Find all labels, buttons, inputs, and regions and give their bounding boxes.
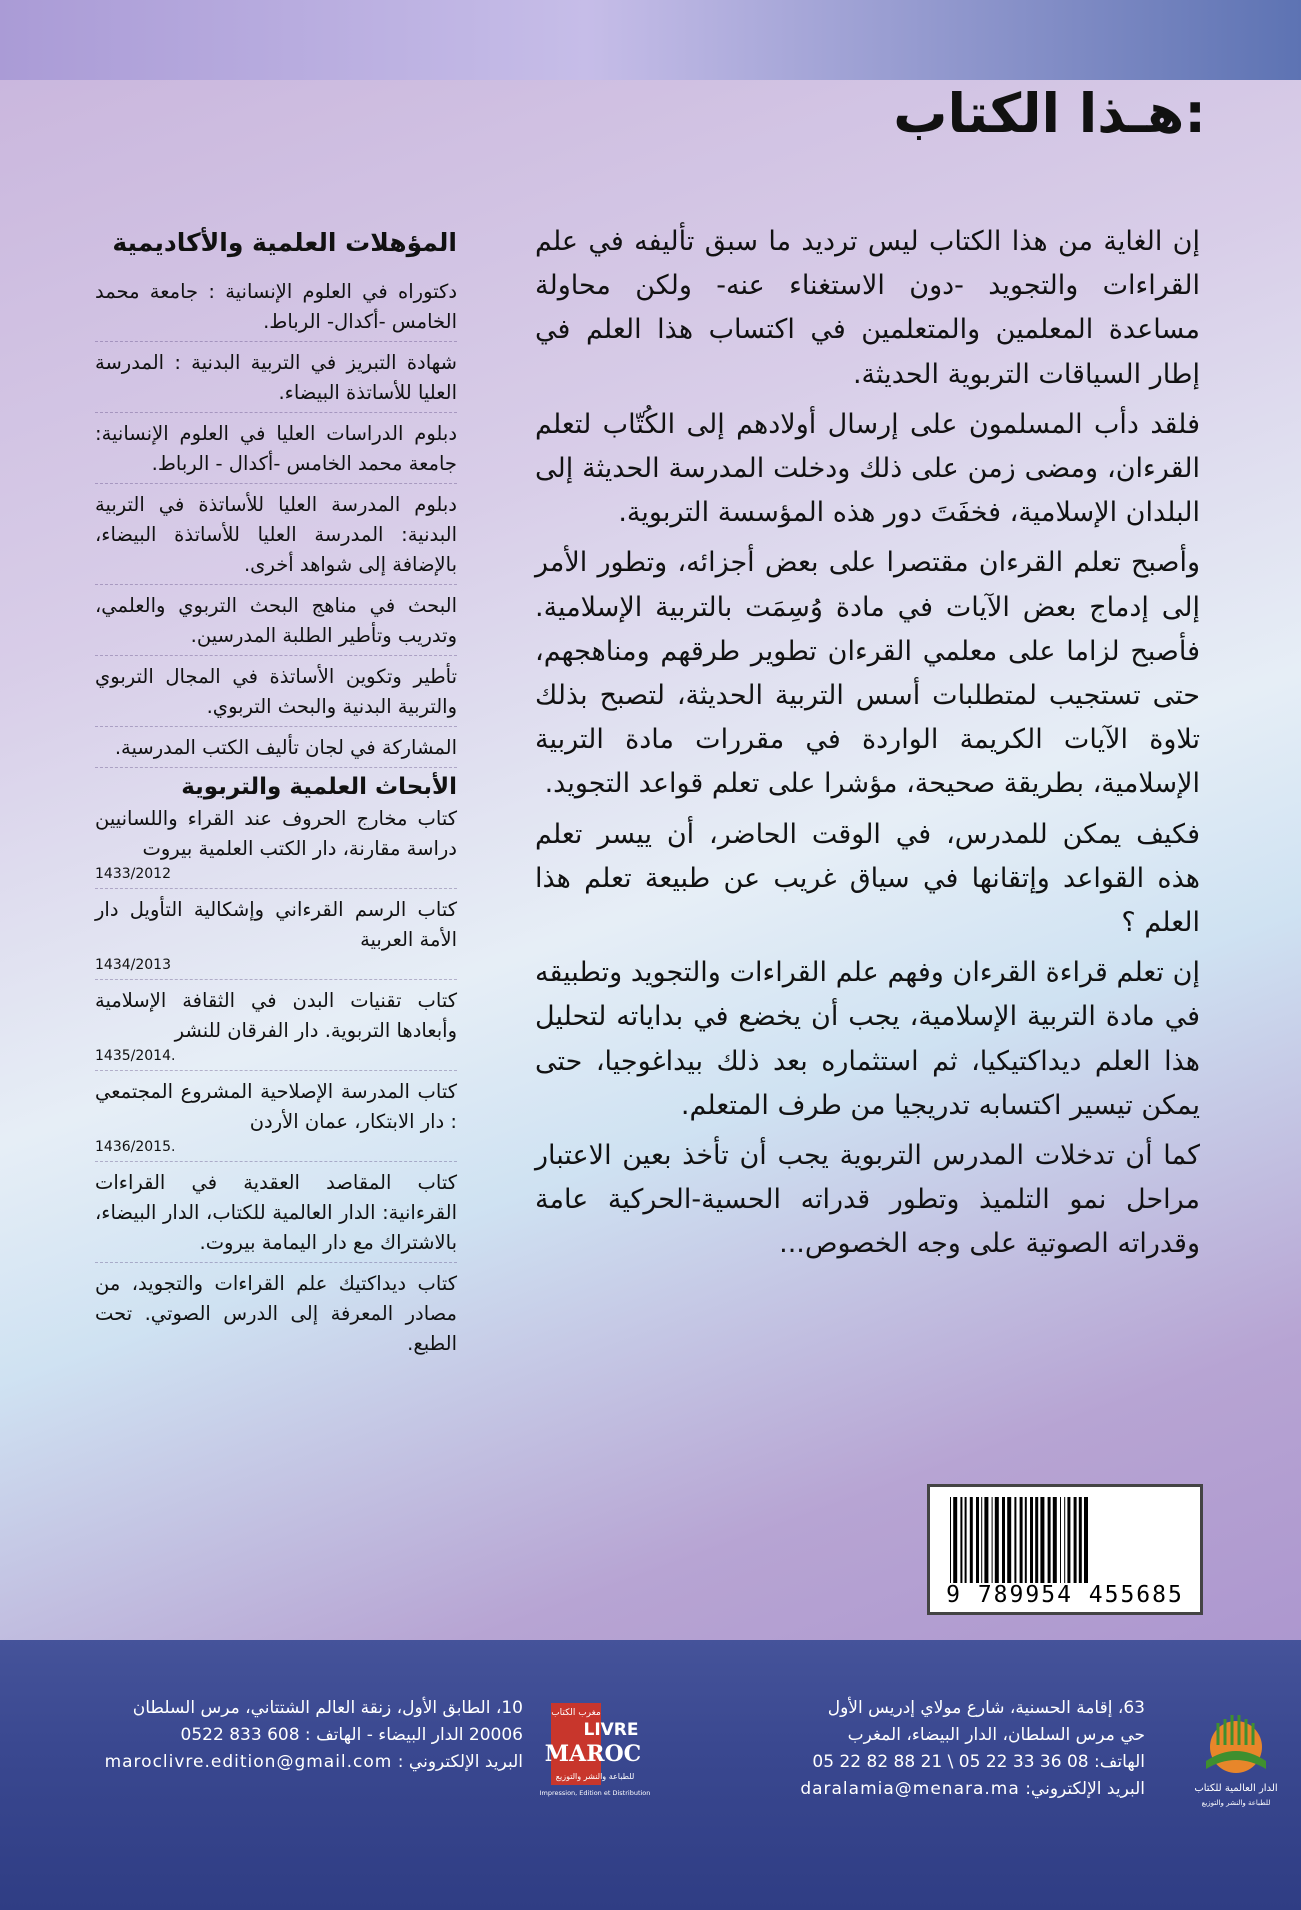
book-year: 1433/2012 xyxy=(95,866,171,882)
svg-text:للطباعة والنشر والتوزيع: للطباعة والنشر والتوزيع xyxy=(555,1772,635,1781)
barcode-bar xyxy=(1053,1497,1057,1583)
qualification-item: المشاركة في لجان تأليف الكتب المدرسية. xyxy=(95,733,457,768)
research-heading: الأبحاث العلمية والتربوية xyxy=(181,774,457,800)
barcode-bar xyxy=(984,1497,988,1583)
book-title: كتاب المدرسة الإصلاحية المشروع المجتمعي : دار الابتكار، عمان الأردن xyxy=(95,1080,457,1133)
phone-line: الهاتف: 08 36 33 22 05 \ 21 88 82 22 05 xyxy=(812,1752,1145,1772)
barcode-bar xyxy=(1079,1497,1082,1583)
barcode-bar xyxy=(1030,1497,1033,1583)
barcode-bar xyxy=(960,1497,962,1583)
qualifications-heading: المؤهلات العلمية والأكاديمية xyxy=(112,228,457,257)
qualification-item: البحث في مناهج البحث التربوي والعلمي، وتدريب وتأطير الطلبة المدرسين. xyxy=(95,591,457,656)
barcode-bar xyxy=(995,1497,999,1583)
barcode-bar xyxy=(1035,1497,1038,1583)
qualification-item: تأطير وتكوين الأساتذة في المجال التربوي والتربية البدنية والبحث التربوي. xyxy=(95,662,457,727)
email-label: البريد الإلكتروني : xyxy=(397,1752,523,1772)
barcode-bar xyxy=(1040,1497,1044,1583)
description-paragraph: وأصبح تعلم القرءان مقتصرا على بعض أجزائه، وتطور الأمر إلى إدماج بعض الآيات في مادة وُسِمَت بالتربية الإسلامية. فأصبح لزاما على معلمي القرءان تطوير طرقهم ومناهجهم، حتى تستجيب لمتطلبات أسس التربية الحديثة، لتصبح بذلك تلاوة الآيات الكريمة الواردة في مقررات مادة التربية الإسلامية، بطريقة صحيحة، مؤشرا على تعلم قواعد التجويد. xyxy=(535,547,1200,800)
publisher-right-address xyxy=(685,1695,1145,1803)
description-paragraph: فكيف يمكن للمدرس، في الوقت الحاضر، أن ييسر تعلم هذه القواعد وإتقانها في سياق غريب عن طبيعة تعلم هذا العلم ؟ xyxy=(535,818,1200,939)
email-label: البريد الإلكتروني: xyxy=(1025,1779,1145,1799)
barcode-bar xyxy=(965,1497,967,1583)
description-paragraph: إن الغاية من هذا الكتاب ليس ترديد ما سبق تأليفه في علم القراءات والتجويد -دون الاستغناء عنه- ولكن محاولة مساعدة المعلمين والمتعلمين في اكتساب هذا العلم في إطار السياقات التربوية الحديثة. xyxy=(535,226,1200,390)
svg-text:مغرب الكتاب: مغرب الكتاب xyxy=(551,1708,601,1718)
book-title: كتاب مخارج الحروف عند القراء واللسانيين دراسة مقارنة، دار الكتب العلمية بيروت xyxy=(95,807,457,860)
description-paragraph: كما أن تدخلات المدرس التربوية يجب أن تأخذ بعين الاعتبار مراحل نمو التلميذ وتطور قدراته الحسية-الحركية عامة وقدراته الصوتية على وجه الخصوص... xyxy=(535,1140,1200,1260)
svg-text:LIVRE: LIVRE xyxy=(583,1720,639,1740)
barcode-bar xyxy=(970,1497,973,1583)
barcode-bar xyxy=(976,1497,979,1583)
address-line: 10، الطابق الأول، زنقة العالم الشتتاني، مرس السلطان xyxy=(132,1698,523,1718)
barcode-bar xyxy=(1025,1497,1027,1583)
description-paragraph: فلقد دأب المسلمون على إرسال أولادهم إلى الكُتّاب لتعلم القرءان، ومضى زمن على ذلك ودخلت المدرسة الحديثة إلى البلدان الإسلامية، فخفَتَ دور هذه المؤسسة التربوية. xyxy=(535,408,1200,529)
phone-line: 20006 الدار البيضاء - الهاتف : 608 833 0522 xyxy=(180,1725,523,1745)
book-item xyxy=(95,895,457,980)
svg-text:Impression, Edition et Distrib: Impression, Edition et Distribution xyxy=(539,1789,651,1797)
dar-alamia-logo xyxy=(1192,1705,1280,1817)
svg-text:للطباعة والنشر والتوزيع: للطباعة والنشر والتوزيع xyxy=(1201,1799,1271,1807)
qualification-item: شهادة التبريز في التربية البدنية : المدرسة العليا للأساتذة البيضاء. xyxy=(95,348,457,413)
book-item xyxy=(95,1077,457,1162)
barcode-bar xyxy=(1067,1497,1070,1583)
isbn-number: 9 789954 455685 xyxy=(946,1582,1184,1608)
isbn-barcode xyxy=(927,1484,1203,1615)
barcode-bar xyxy=(1084,1497,1088,1583)
author-credentials xyxy=(95,228,457,1369)
barcode-bar xyxy=(1014,1497,1016,1583)
barcode-bar xyxy=(950,1497,951,1583)
book-title: كتاب المقاصد العقدية في القراءات القرءانية: الدار العالمية للكتاب، الدار البيضاء، بالاشتراك مع دار اليمامة بيروت. xyxy=(95,1171,457,1254)
book-item xyxy=(95,804,457,889)
barcode-bar xyxy=(953,1497,957,1583)
qualification-item: دكتوراه في العلوم الإنسانية : جامعة محمد الخامس -أكدال- الرباط. xyxy=(95,277,457,342)
email-line xyxy=(685,1776,1145,1803)
barcode-bar xyxy=(1020,1497,1023,1583)
barcode-bar xyxy=(981,1497,982,1583)
top-band xyxy=(0,0,1301,80)
book-description xyxy=(535,220,1200,1273)
barcode-bar xyxy=(992,1497,993,1583)
book-year: 1436/2015. xyxy=(95,1139,176,1155)
address-line: حي مرس السلطان، الدار البيضاء، المغرب xyxy=(847,1725,1145,1745)
book-item xyxy=(95,1168,457,1263)
page-title: هـذا الكتاب: xyxy=(893,82,1206,145)
book-title: كتاب ديداكتيك علم القراءات والتجويد، من مصادر المعرفة إلى الدرس الصوتي. تحت الطبع. xyxy=(95,1272,457,1355)
barcode-bars xyxy=(948,1497,1184,1583)
barcode-bar xyxy=(1002,1497,1005,1583)
book-year: 1435/2014. xyxy=(95,1048,176,1064)
publisher-left-address xyxy=(68,1695,523,1776)
address-line: 63، إقامة الحسنية، شارع مولاي إدريس الأول xyxy=(827,1698,1145,1718)
email-address: daralamia@menara.ma xyxy=(800,1779,1020,1799)
book-item xyxy=(95,1269,457,1363)
qualification-item: دبلوم الدراسات العليا في العلوم الإنسانية: جامعة محمد الخامس -أكدال - الرباط. xyxy=(95,419,457,484)
book-year: 1434/2013 xyxy=(95,957,171,973)
book-title: كتاب الرسم القرءاني وإشكالية التأويل دار الأمة العربية xyxy=(95,898,457,951)
maroc-livre-logo xyxy=(535,1695,655,1825)
book-title: كتاب تقنيات البدن في الثقافة الإسلامية وأبعادها التربوية. دار الفرقان للنشر xyxy=(95,989,457,1042)
email-address: maroclivre.edition@gmail.com xyxy=(104,1752,393,1772)
barcode-bar xyxy=(1048,1497,1051,1583)
description-paragraph: إن تعلم قراءة القرءان وفهم علم القراءات والتجويد وتطبيقه في مادة التربية الإسلامية، يجب أن يخضع في بداياته لتحليل هذا العلم ديداكتيكيا، ثم استثماره بعد ذلك بيداغوجيا، حتى يمكن تيسير اكتسابه تدريجيا من طرف المتعلم. xyxy=(535,957,1200,1121)
book-item xyxy=(95,986,457,1071)
svg-text:MAROC: MAROC xyxy=(544,1741,642,1767)
barcode-bar xyxy=(1007,1497,1011,1583)
barcode-bar xyxy=(1064,1497,1065,1583)
qualification-item: دبلوم المدرسة العليا للأساتذة في التربية البدنية: المدرسة العليا للأساتذة البيضاء، بالإضافة إلى شواهد أخرى. xyxy=(95,490,457,585)
email-line xyxy=(68,1749,523,1776)
barcode-bar xyxy=(1074,1497,1077,1583)
barcode-bar xyxy=(1060,1497,1061,1583)
svg-text:الدار العالمية للكتاب: الدار العالمية للكتاب xyxy=(1194,1783,1278,1794)
